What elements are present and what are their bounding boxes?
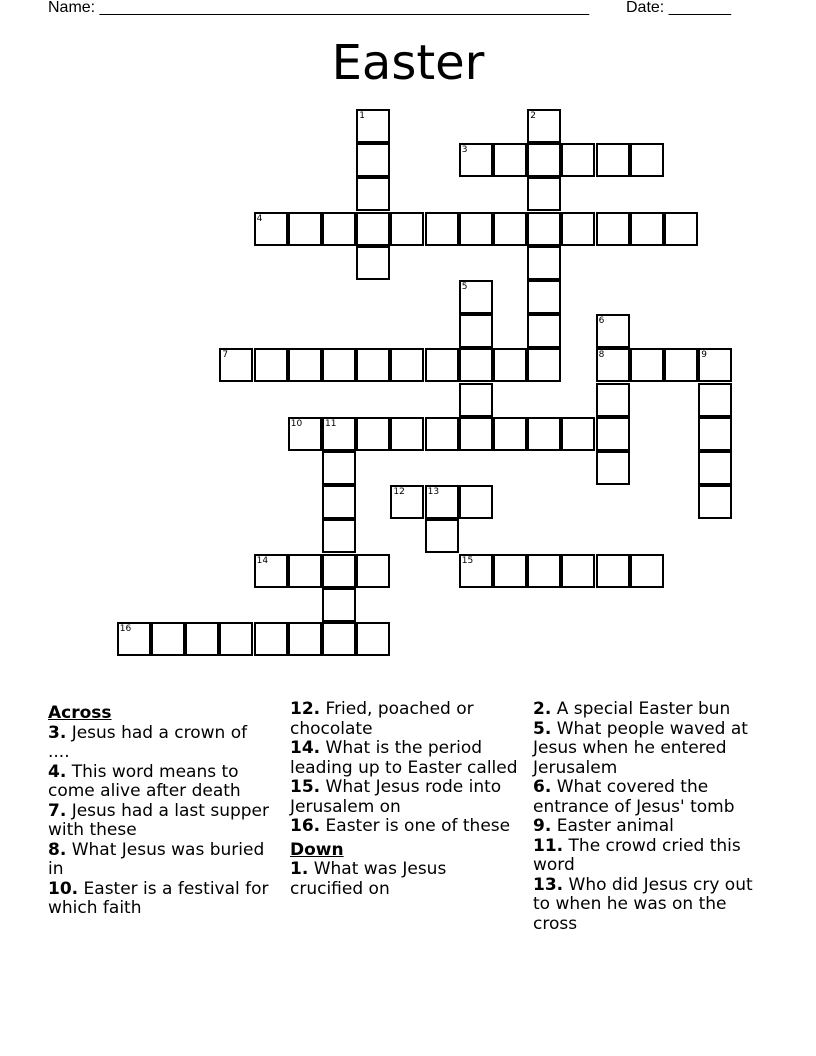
grid-cell[interactable]: [356, 177, 390, 211]
grid-cell[interactable]: [527, 109, 561, 143]
grid-cell[interactable]: [459, 212, 493, 246]
grid-cell[interactable]: [425, 519, 459, 553]
clue-item-text: Fried, poached or chocolate: [290, 699, 474, 739]
clue-number: 7: [222, 350, 229, 361]
clue-item: [290, 860, 518, 899]
grid-cell[interactable]: [493, 348, 527, 382]
clue-item-text: Who did Jesus cry out to when he was on the cross: [533, 874, 753, 934]
down-clue-list: [290, 860, 518, 899]
grid-cell[interactable]: [322, 622, 356, 656]
page-title: Easter: [331, 35, 485, 91]
clue-item: [48, 724, 270, 763]
clue-item: [533, 837, 773, 876]
grid-cell[interactable]: [459, 417, 493, 451]
clue-item: [48, 802, 270, 841]
grid-cell[interactable]: [356, 417, 390, 451]
grid-cell[interactable]: [425, 348, 459, 382]
grid-cell[interactable]: [493, 554, 527, 588]
clue-number: 1: [359, 111, 365, 121]
clue-item-text: Jesus had a last supper with these: [48, 800, 270, 840]
clue-item-number: 13.: [533, 874, 564, 895]
grid-cell[interactable]: [527, 554, 561, 588]
grid-cell[interactable]: [288, 348, 322, 382]
grid-cell[interactable]: [322, 554, 356, 588]
grid-cell[interactable]: [596, 348, 630, 382]
grid-cell[interactable]: [356, 554, 390, 588]
clues-column-2: [290, 700, 518, 899]
grid-cell[interactable]: [630, 212, 664, 246]
clue-item-number: 16.: [290, 816, 321, 836]
grid-cell[interactable]: [322, 519, 356, 553]
grid-cell[interactable]: [459, 485, 493, 519]
grid-cell[interactable]: [254, 212, 288, 246]
clue-item-number: 14.: [290, 738, 321, 758]
grid-cell[interactable]: [356, 143, 390, 177]
clue-item-text: Jesus had a crown of ....: [48, 722, 248, 762]
grid-cell[interactable]: [698, 383, 732, 417]
clue-item-number: 10.: [48, 878, 79, 899]
grid-cell[interactable]: [596, 554, 630, 588]
clue-item-number: 2.: [533, 699, 552, 719]
grid-cell[interactable]: [117, 622, 151, 656]
clue-item: [533, 876, 773, 935]
clue-number: 6: [598, 316, 605, 327]
name-field-label[interactable]: Name: _______________________________________________________: [48, 0, 589, 16]
grid-cell[interactable]: [527, 246, 561, 280]
down-clue-list-continued: [533, 700, 773, 934]
clue-item-number: 4.: [48, 761, 67, 782]
grid-cell[interactable]: [630, 348, 664, 382]
clue-number: 2: [530, 111, 536, 121]
grid-cell[interactable]: [698, 485, 732, 519]
grid-cell[interactable]: [493, 417, 527, 451]
clue-item-number: 15.: [290, 777, 321, 797]
clues-column-1: [48, 700, 270, 919]
grid-cell[interactable]: [630, 554, 664, 588]
grid-cell[interactable]: [219, 622, 253, 656]
clue-item: [290, 739, 518, 778]
grid-cell[interactable]: [254, 554, 288, 588]
grid-cell[interactable]: [527, 177, 561, 211]
clue-number: 9: [701, 350, 707, 361]
grid-cell[interactable]: [493, 143, 527, 177]
grid-cell[interactable]: [459, 383, 493, 417]
clue-item-number: 3.: [48, 722, 67, 743]
clue-number: 4: [256, 213, 263, 224]
grid-cell[interactable]: [459, 314, 493, 348]
grid-cell[interactable]: [698, 451, 732, 485]
clue-number: 14: [256, 555, 269, 566]
grid-cell[interactable]: [596, 451, 630, 485]
clue-item-text: A special Easter bun: [551, 699, 731, 719]
grid-cell[interactable]: [322, 588, 356, 622]
grid-cell[interactable]: [322, 348, 356, 382]
grid-cell[interactable]: [425, 485, 459, 519]
grid-cell[interactable]: [288, 212, 322, 246]
clue-item-number: 11.: [533, 835, 564, 856]
clue-item: [533, 700, 773, 720]
grid-cell[interactable]: [288, 417, 322, 451]
grid-cell[interactable]: [322, 212, 356, 246]
clue-item-number: 5.: [533, 718, 552, 739]
clue-item-text: Easter animal: [551, 816, 674, 836]
clue-item-text: Easter is one of these: [320, 816, 511, 836]
clue-item-text: What covered the entrance of Jesus' tomb: [533, 777, 735, 817]
grid-cell[interactable]: [527, 212, 561, 246]
clue-item: [48, 763, 270, 802]
grid-cell[interactable]: [356, 622, 390, 656]
grid-cell[interactable]: [698, 348, 732, 382]
across-clue-list: [48, 724, 270, 919]
grid-cell[interactable]: [561, 417, 595, 451]
grid-cell[interactable]: [664, 212, 698, 246]
grid-cell[interactable]: [596, 143, 630, 177]
clue-item-number: 1.: [290, 859, 309, 879]
clue-item-text: What was Jesus crucified on: [290, 859, 447, 899]
clue-item-text: This word means to come alive after death: [48, 761, 241, 801]
grid-cell[interactable]: [322, 451, 356, 485]
clue-item-text: Easter is a festival for which faith: [48, 878, 269, 918]
clue-item: [290, 817, 518, 837]
clue-item-number: 9.: [533, 816, 552, 836]
grid-cell[interactable]: [425, 417, 459, 451]
grid-cell[interactable]: [254, 622, 288, 656]
grid-cell[interactable]: [527, 348, 561, 382]
clue-number: 16: [119, 624, 132, 634]
clue-number: 5: [461, 282, 468, 292]
grid-cell[interactable]: [219, 348, 253, 382]
grid-cell[interactable]: [185, 622, 219, 656]
grid-cell[interactable]: [390, 417, 424, 451]
clue-item-text: What Jesus rode into Jerusalem on: [290, 777, 502, 817]
clue-item-text: What is the period leading up to Easter called: [290, 738, 518, 778]
grid-cell[interactable]: [561, 554, 595, 588]
grid-cell[interactable]: [493, 212, 527, 246]
grid-cell[interactable]: [356, 212, 390, 246]
down-heading: Down: [290, 839, 344, 860]
grid-cell[interactable]: [596, 212, 630, 246]
grid-cell[interactable]: [254, 348, 288, 382]
grid-cell[interactable]: [288, 554, 322, 588]
grid-cell[interactable]: [322, 485, 356, 519]
grid-cell[interactable]: [459, 280, 493, 314]
clue-number: 3: [461, 145, 468, 156]
clue-number: 12: [393, 487, 405, 498]
clue-item: [48, 841, 270, 880]
clue-number: 13: [427, 487, 440, 498]
grid-cell[interactable]: [561, 212, 595, 246]
grid-cell[interactable]: [527, 417, 561, 451]
grid-cell[interactable]: [596, 417, 630, 451]
grid-cell[interactable]: [459, 348, 493, 382]
grid-cell[interactable]: [356, 246, 390, 280]
grid-cell[interactable]: [561, 143, 595, 177]
grid-cell[interactable]: [596, 383, 630, 417]
grid-cell[interactable]: [527, 143, 561, 177]
clue-item: [533, 817, 773, 837]
grid-cell[interactable]: [527, 280, 561, 314]
grid-cell[interactable]: [527, 314, 561, 348]
grid-cell[interactable]: [630, 143, 664, 177]
grid-cell[interactable]: [356, 348, 390, 382]
clue-number: 15: [461, 555, 474, 566]
clue-item-number: 12.: [290, 699, 321, 719]
grid-cell[interactable]: [664, 348, 698, 382]
grid-cell[interactable]: [390, 485, 424, 519]
clue-item-number: 6.: [533, 777, 552, 797]
grid-cell[interactable]: [425, 212, 459, 246]
clue-item: [533, 778, 773, 817]
clue-item-text: The crowd cried this word: [533, 835, 741, 875]
date-field-label[interactable]: Date: _______: [626, 0, 731, 16]
grid-cell[interactable]: [459, 143, 493, 177]
clue-item-text: What Jesus was buried in: [48, 839, 265, 879]
clue-item: [290, 700, 518, 739]
grid-cell[interactable]: [151, 622, 185, 656]
grid-cell[interactable]: [459, 554, 493, 588]
grid-cell[interactable]: [698, 417, 732, 451]
clue-number: 11: [325, 418, 337, 429]
grid-cell[interactable]: [288, 622, 322, 656]
grid-cell[interactable]: [390, 212, 424, 246]
grid-cell[interactable]: [322, 417, 356, 451]
clue-item: [533, 720, 773, 779]
grid-cell[interactable]: [596, 314, 630, 348]
across-heading: Across: [48, 703, 112, 723]
clue-item: [290, 778, 518, 817]
clue-number: 8: [598, 350, 605, 361]
clue-item-number: 8.: [48, 839, 67, 860]
grid-cell[interactable]: [356, 109, 390, 143]
clue-item-number: 7.: [48, 800, 67, 821]
grid-cell[interactable]: [390, 348, 424, 382]
clues-column-3: [533, 700, 773, 934]
across-clue-list-continued: [290, 700, 518, 837]
clue-item-text: What people waved at Jesus when he entered Jerusalem: [533, 718, 748, 778]
clue-number: 10: [290, 418, 303, 429]
clue-item: [48, 880, 270, 919]
